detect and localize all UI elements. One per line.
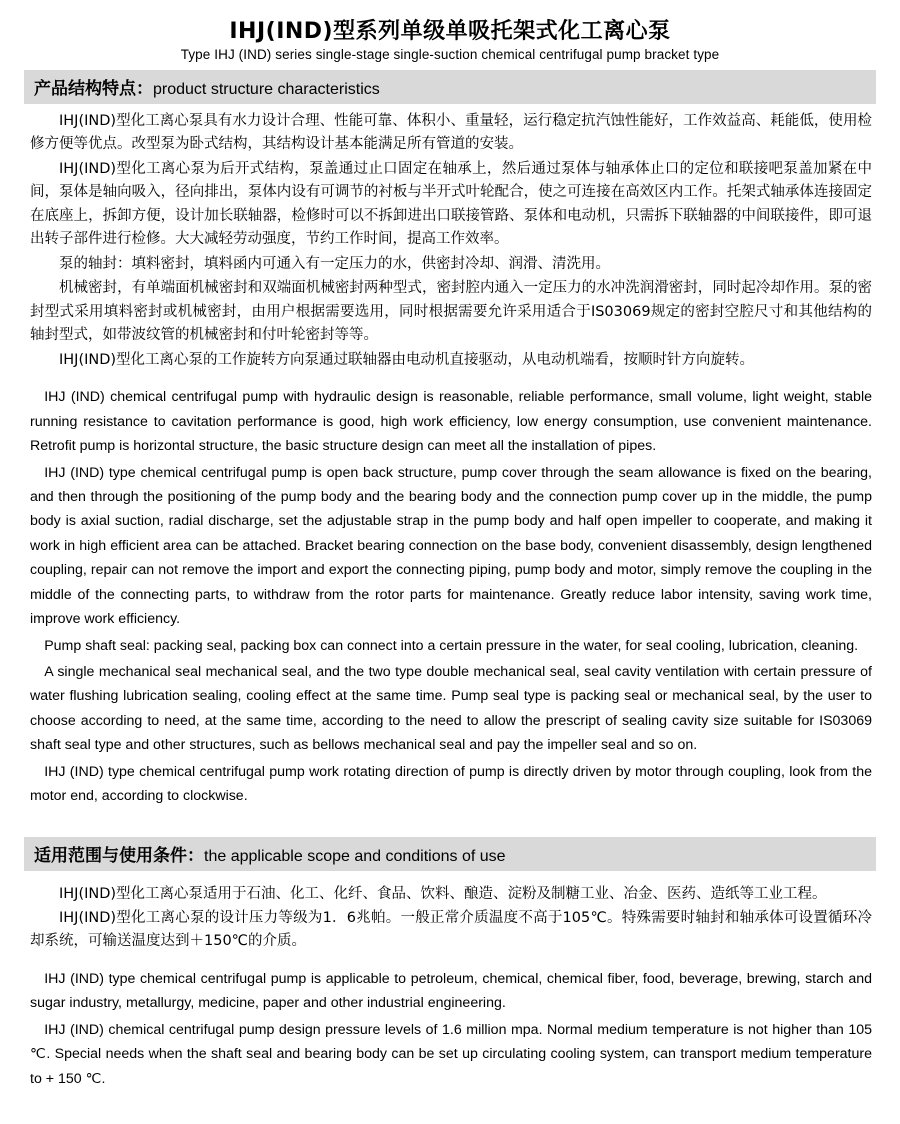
spacer	[24, 811, 876, 831]
paragraph-cn: IHJ(IND)型化工离心泵具有水力设计合理、性能可靠、体积小、重量轻，运行稳定抗汽蚀性能好，工作效益高、耗能低，使用检修方便等优点。改型泵为卧式结构，其结构设计基本能满足所有管道的安装。	[30, 113, 872, 153]
section-heading-en: product structure characteristics	[153, 81, 380, 98]
paragraph-en: IHJ (IND) type chemical centrifugal pump work rotating direction of pump is directly driven by motor through coupling, look from the motor end, according to clockwise.	[30, 763, 872, 805]
paragraph-en: IHJ (IND) chemical centrifugal pump with hydraulic design is reasonable, reliable performance, small volume, light weight, stable running resistance to cavitation performance is good, high work efficiency, low energy consumption, use convenient maintenance. Retrofit pump is horizontal structure, the basic structure design can meet all the installation of pipes.	[30, 389, 872, 455]
spacer	[24, 955, 876, 967]
paragraph-en: IHJ (IND) type chemical centrifugal pump is open back structure, pump cover through the seam allowance is fixed on the bearing, and then through the positioning of the pump body and the bearing body and the connection pump cover up in the middle, the pump body is axial suction, radial discharge, set the adjustable strap in the pump body and half open impeller to cooperate, and making it work in high efficient area can be attached. Bracket bearing connection on the base body, convenient disassembly, design lengthened coupling, repair can not remove the import and export the connecting piping, pump body and motor, simply remove the coupling in the middle of the connecting parts, to withdraw from the rotor parts for maintenance. Greatly reduce labor intensity, saving work time, improve work efficiency.	[30, 464, 872, 628]
page-title-cn: IHJ(IND)型系列单级单吸托架式化工离心泵	[229, 19, 671, 44]
paragraph-en: Pump shaft seal: packing seal, packing box can connect into a certain pressure in the water, for seal cooling, lubrication, cleaning.	[44, 637, 859, 654]
paragraph-cn: IHJ(IND)型化工离心泵为后开式结构，泵盖通过止口固定在轴承上，然后通过泵体与轴承体止口的定位和联接吧泵盖加紧在中间，泵体是轴向吸入，径向排出，泵体内设有可调节的衬板与半开式叶轮配合，使之可连接在高效区内工作。托架式轴承体连接固定在底座上，拆卸方便，设计加长联轴器，检修时可以不拆卸进出口联接管路、泵体和电动机，只需拆下联轴器的中间联接件，即可退出转子部件进行检修。大大减轻劳动强度，节约工作时间，提高工作效率。	[30, 160, 872, 248]
paragraph-cn: IHJ(IND)型化工离心泵的工作旋转方向泵通过联轴器由电动机直接驱动，从电动机端看，按顺时针方向旋转。	[59, 351, 755, 368]
paragraph-cn: IHJ(IND)型化工离心泵的设计压力等级为1．6兆帕。一般正常介质温度不高于105℃。特殊需要时轴封和轴承体可设置循环冷却系统，可输送温度达到＋150℃的介质。	[30, 909, 872, 950]
section-heading-en: the applicable scope and conditions of use	[204, 847, 506, 865]
paragraph-en: IHJ (IND) chemical centrifugal pump design pressure levels of 1.6 million mpa. Normal medium temperature is not higher than 105 ℃. Special needs when the shaft seal and bearing body can be set up circulating cooling system, can transport medium temperature to + 150 ℃.	[30, 1021, 872, 1087]
paragraph-en: IHJ (IND) type chemical centrifugal pump is applicable to petroleum, chemical, chemical fiber, food, beverage, brewing, starch and sugar industry, metallurgy, medicine, paper and other industrial engineering.	[30, 970, 872, 1012]
spacer	[24, 373, 876, 385]
paragraph-cn: IHJ(IND)型化工离心泵适用于石油、化工、化纤、食品、饮料、酿造、淀粉及制糖工业、冶金、医药、造纸等工业工程。	[59, 885, 827, 902]
paragraph-cn: 泵的轴封：填料密封，填料函内可通入有一定压力的水，供密封冷却、润滑、清洗用。	[59, 255, 610, 272]
section-heading-product-structure	[24, 70, 876, 104]
page-title-en: Type IHJ (IND) series single-stage single-suction chemical centrifugal pump bracket type	[180, 47, 720, 62]
section-heading-applicable-scope	[24, 837, 876, 871]
paragraph-en: A single mechanical seal mechanical seal, and the two type double mechanical seal, seal cavity ventilation with certain pressure of water flushing lubrication sealing, cooling effect at the same time. Pump seal type is packing seal or mechanical seal, by the user to choose according to need, at the same time, according to the need to allow the prescript of sealing cavity size suitable for IS03069 shaft seal type and other structures, such as bellows mechanical seal and pay the impeller seal and so on.	[30, 663, 872, 754]
paragraph-cn: 机械密封，有单端面机械密封和双端面机械密封两种型式，密封腔内通入一定压力的水冲洗润滑密封，同时起冷却作用。泵的密封型式采用填料密封或机械密封，由用户根据需要选用，同时根据需要允许采用适合于IS03069规定的密封空腔尺寸和其他结构的轴封型式，如带波纹管的机械密封和付叶轮密封等等。	[30, 280, 872, 344]
section-heading-cn: 适用范围与使用条件：	[34, 845, 204, 866]
section-heading-cn: 产品结构特点：	[34, 79, 153, 99]
